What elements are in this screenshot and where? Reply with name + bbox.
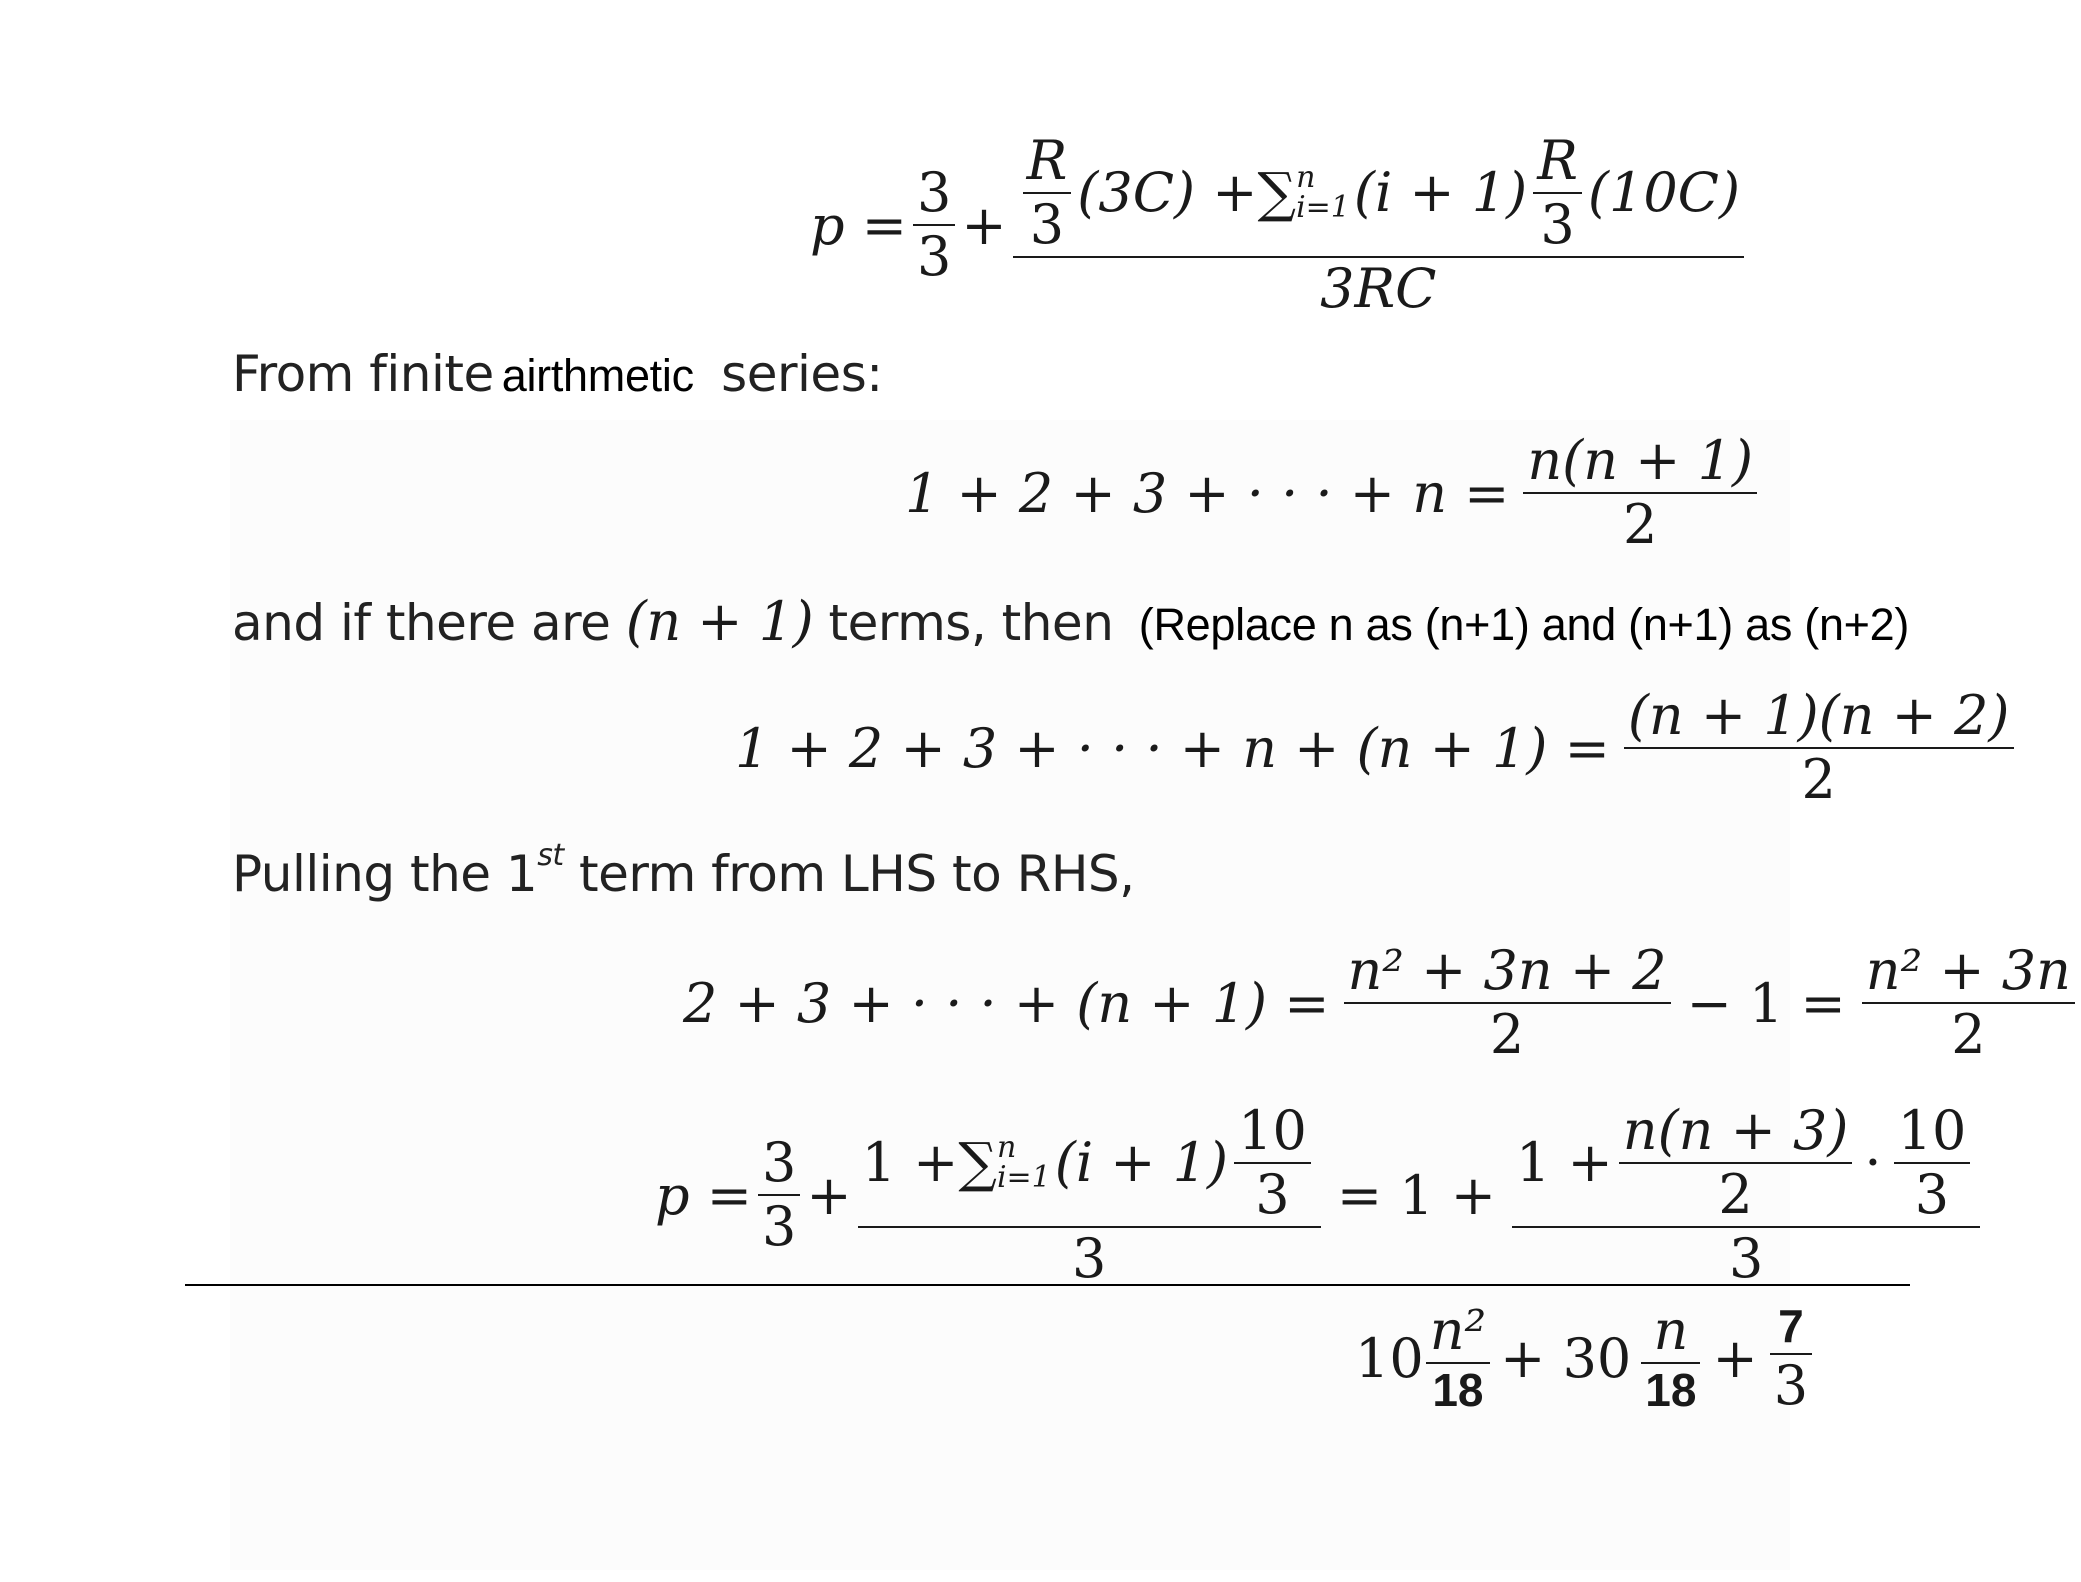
eq5-plus: + [806, 1163, 852, 1227]
eq1-term-i1: (i + 1) [1353, 161, 1528, 225]
eq5-ten-over-three-second: $\frac{10}{3}$ [1894, 1100, 1971, 1226]
eq4-fraction-2: $\frac{\text{n² + 3n}}{2}$ [1862, 940, 2075, 1066]
text-line-2: and if there are (n + 1) terms, then (Replace n as (n+1) and (n+1) as (n+2) [232, 590, 1910, 653]
eq5-main-fraction: 1 + ∑ n i=1 (i + 1) $\frac{10}{3}$ 3 [858, 1100, 1321, 1290]
eq6-coef1: 10 [1355, 1326, 1424, 1390]
eq6-plus-30: + 30 [1500, 1326, 1632, 1390]
eq1-term-10c: (10C) [1587, 161, 1741, 225]
text-line-1: From finite airthmetic series: [232, 345, 883, 403]
eq3-fraction: $\frac{(n + 1)(n + 2)}{2}$ [1624, 685, 2014, 811]
eq5-lhs: p = [655, 1163, 752, 1227]
eq1-main-fraction [1013, 130, 1744, 320]
eq6-n-over-18: $\frac{n}{18}$ [1641, 1300, 1700, 1417]
eq1-sigma: ∑ [1257, 161, 1297, 225]
equation-1 [810, 130, 1750, 320]
eq1-sum-upper: n [1296, 160, 1316, 196]
eq6-n2-over-18: $\frac{\text{n²}}{18}$ [1426, 1300, 1490, 1417]
eq1-lhs: p = [810, 193, 907, 257]
equation-3 [735, 685, 2020, 811]
eq3-lhs: 1 + 2 + 3 + · · · + n + (n + 1) = [735, 716, 1610, 780]
eq1-plus: + [961, 193, 1007, 257]
line2-math: (n + 1) [625, 590, 814, 653]
eq4-lhs: 2 + 3 + · · · + (n + 1) = [683, 971, 1330, 1035]
eq5-nn3-over-2: $\frac{n(n + 3)}{2}$ [1619, 1100, 1853, 1226]
eq6-plus: + [1712, 1326, 1758, 1390]
eq1-r-over-3-second: $\frac{R}{3}$ [1533, 130, 1582, 256]
text-line-3: Pulling the 1st term from LHS to RHS, [232, 838, 1135, 903]
eq5-second-fraction: 1 + $\frac{n(n + 3)}{2}$ · $\frac{10}{3}$ 3 [1512, 1100, 1980, 1290]
eq1-sum-lower: i=1 [1296, 190, 1350, 226]
eq2-fraction: $\frac{n(n + 1)}{2}$ [1523, 430, 1757, 556]
eq5-three-over-three: $\frac{3}{3}$ [758, 1132, 800, 1258]
st-superscript: st [537, 838, 564, 873]
horizontal-divider [185, 1284, 1910, 1286]
eq5-ten-over-three: $\frac{10}{3}$ [1234, 1100, 1311, 1226]
eq1-denominator: 3RC [1320, 257, 1437, 321]
equation-2 [905, 430, 1763, 556]
equation-6 [1355, 1300, 1818, 1417]
airthmetic-word: airthmetic [501, 350, 694, 401]
eq5-sigma: ∑ [958, 1131, 997, 1195]
equation-4 [683, 940, 2081, 1066]
eq2-lhs: 1 + 2 + 3 + · · · + n = [905, 461, 1510, 525]
eq1-r-over-3: $\frac{R}{3}$ [1023, 130, 1072, 256]
eq4-mid: − 1 = [1686, 971, 1846, 1035]
eq1-three-over-three: $\frac{3}{3}$ [913, 162, 955, 288]
eq5-eq-one-plus: = 1 + [1336, 1163, 1497, 1227]
eq6-7-over-3: $\frac{7}{3}$ [1770, 1300, 1812, 1417]
eq1-term-3c: (3C) + [1077, 161, 1258, 225]
replace-note: (Replace n as (n+1) and (n+1) as (n+2) [1138, 599, 1910, 650]
eq4-fraction-1: $\frac{\text{n² + 3n + 2}}{2}$ [1344, 940, 1671, 1066]
equation-5 [655, 1100, 1986, 1290]
